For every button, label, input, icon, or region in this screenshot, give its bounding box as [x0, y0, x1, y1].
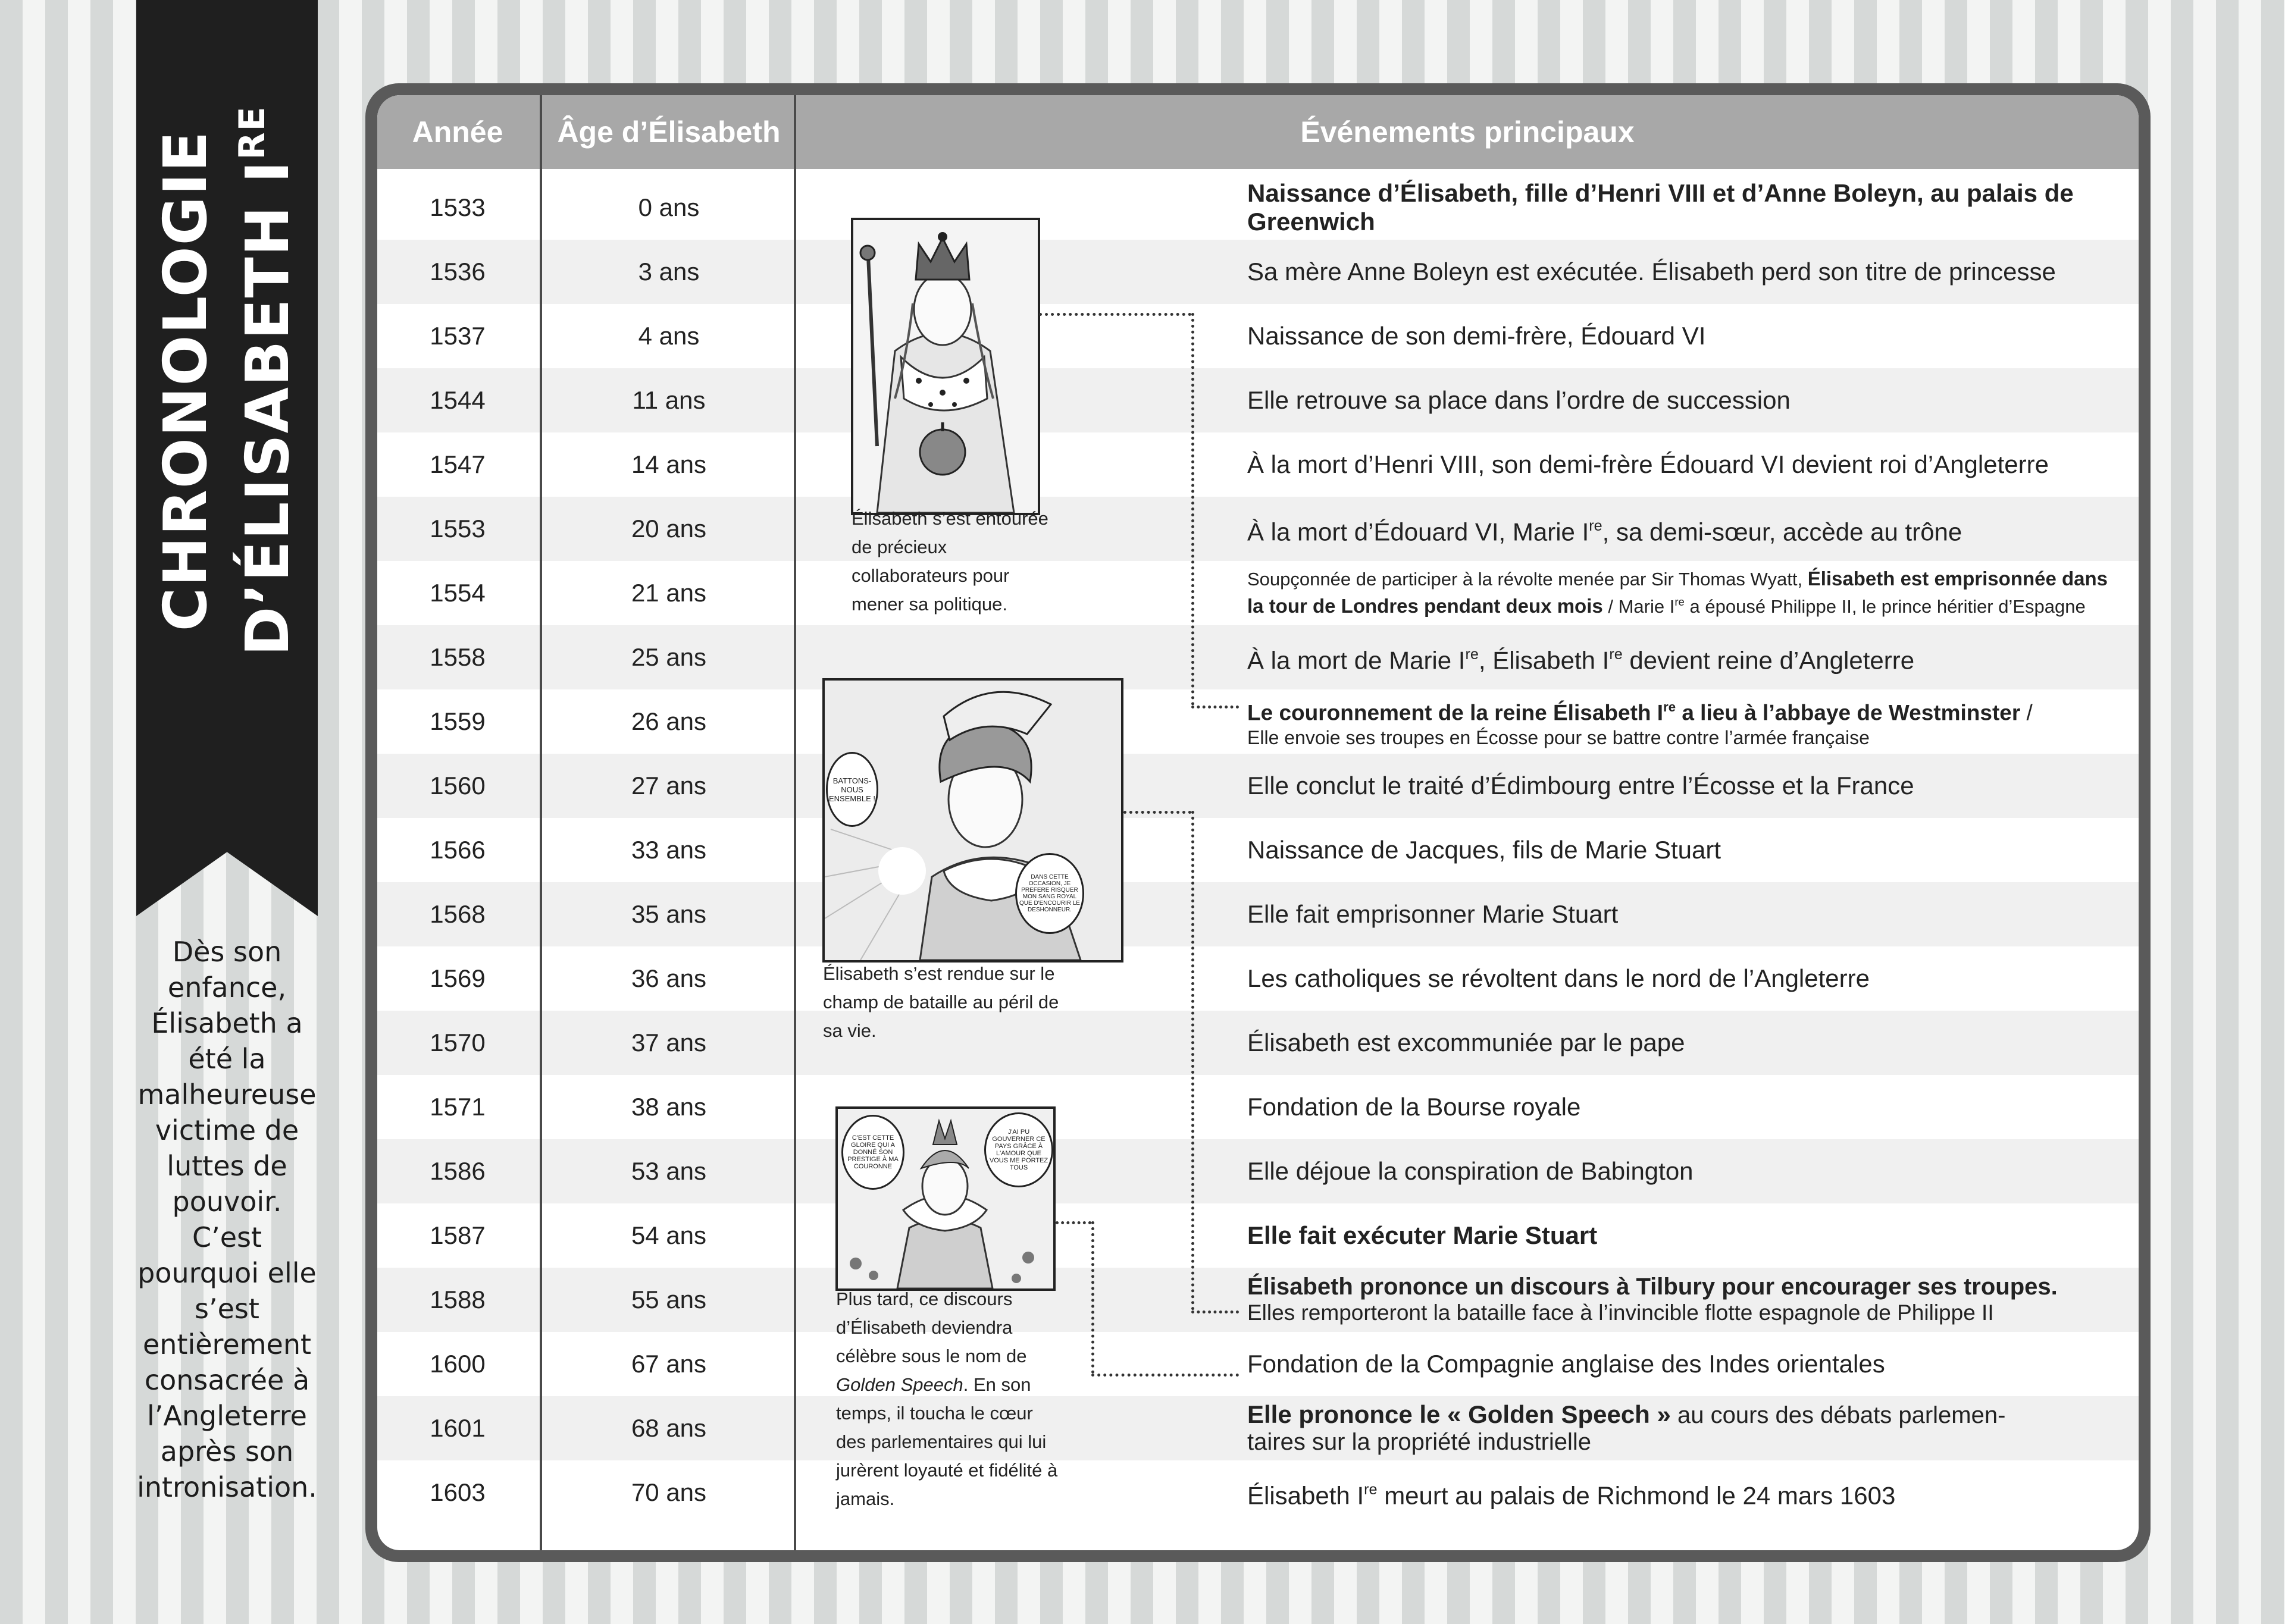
- event-1554-sup: re: [1674, 595, 1685, 609]
- row-year: 1533: [430, 193, 486, 221]
- row-age: 20 ans: [631, 515, 707, 543]
- row-year: 1566: [430, 836, 486, 864]
- row-year: 1601: [430, 1414, 486, 1442]
- event-1603-b: meurt au palais de Richmond le 24 mars 1603: [1377, 1481, 1896, 1510]
- event-1588-line2: Elles remporteront la bataille face à l’invincible flotte espagnole de Philippe II: [1247, 1300, 1994, 1325]
- event-1558-b: , Élisabeth I: [1478, 646, 1610, 675]
- caption-golden-a: Plus tard, ce discours d’Élisabeth deviendra célèbre sous le nom de: [836, 1288, 1027, 1366]
- row-year: 1559: [430, 707, 486, 735]
- banner-title-sup: RE: [231, 105, 273, 160]
- event-1547: À la mort d’Henri VIII, son demi-frère Édouard VI devient roi d’Angleterre: [1247, 450, 2049, 478]
- header-events: Événements principaux: [1300, 115, 1635, 149]
- row-year: 1537: [430, 322, 486, 350]
- event-1553-a: À la mort d’Édouard VI, Marie I: [1247, 518, 1589, 546]
- row-year: 1588: [430, 1286, 486, 1313]
- event-1603-a: Élisabeth I: [1247, 1481, 1364, 1510]
- caption-coronation: Élisabeth s’est entourée de précieux collaborateurs pour mener sa politique.: [852, 508, 1048, 615]
- row-age: 4 ans: [638, 322, 700, 350]
- event-1559-line2: Elle envoie ses troupes en Écosse pour se battre contre l’armée française: [1247, 726, 1870, 748]
- event-1587: Elle fait exécuter Marie Stuart: [1247, 1221, 1598, 1249]
- row-age: 55 ans: [631, 1286, 707, 1313]
- event-1603-text: [1247, 1475, 2115, 1510]
- event-1601-bold: Elle prononce le « Golden Speech »: [1247, 1400, 1671, 1428]
- event-1554-bold: Élisabeth est emprisonnée dans la tour de Londres pendant deux mois: [1247, 568, 2108, 617]
- chronology-table: [377, 95, 2139, 1550]
- row-age: 25 ans: [631, 643, 707, 671]
- event-1568: Elle fait emprisonner Marie Stuart: [1247, 900, 1619, 928]
- row-year: 1536: [430, 258, 486, 286]
- event-1537: Naissance de son demi-frère, Édouard VI: [1247, 322, 1706, 350]
- event-1554: [1247, 561, 2115, 625]
- row-year: 1571: [430, 1093, 486, 1121]
- queen-coronation-image: [853, 220, 1038, 513]
- caption-golden-b: . En son temps, il toucha le cœur des parlementaires qui lui jurèrent loyauté et fidélité à jamais.: [836, 1374, 1058, 1509]
- banner-title-line1: CHRONOLOGIE: [151, 130, 220, 632]
- row-year: 1560: [430, 772, 486, 800]
- event-1536: Sa mère Anne Boleyn est exécutée. Élisabeth perd son titre de princesse: [1247, 258, 2056, 286]
- event-1559-bold-b: a lieu à l’abbaye de Westminster: [1676, 700, 2021, 725]
- banner-title-line2-text: D’ÉLISABETH I: [233, 159, 302, 656]
- event-1603: [1247, 1460, 2115, 1525]
- row-age: 35 ans: [631, 900, 707, 928]
- event-1570: Élisabeth est excommuniée par le pape: [1247, 1029, 1685, 1056]
- row-year: 1558: [430, 643, 486, 671]
- event-1600: Fondation de la Compagnie anglaise des Indes orientales: [1247, 1350, 1885, 1378]
- speech-bubble-golden-1: C'EST CETTE GLOIRE QUI A DONNÉ SON PRESTIGE À MA COURONNE: [841, 1115, 904, 1190]
- intro-text: Dès son enfance, Élisabeth a été la malheureuse victime de luttes de pouvoir. C’est pourquoi elle s’est entièrement consacrée à l’Angleterre après son intronisation.: [137, 936, 317, 1503]
- row-age: 37 ans: [631, 1029, 707, 1056]
- event-1559-sup: re: [1663, 700, 1676, 715]
- row-age: 3 ans: [638, 258, 700, 286]
- event-1588: [1247, 1268, 2115, 1332]
- event-1559: [1247, 689, 2115, 754]
- row-year: 1544: [430, 386, 486, 414]
- row-year: 1570: [430, 1029, 486, 1056]
- connector-3-bottom: [1091, 1374, 1239, 1377]
- row-age: 53 ans: [631, 1157, 707, 1185]
- row-year: 1568: [430, 900, 486, 928]
- event-1553-b: , sa demi-sœur, accède au trône: [1602, 518, 1962, 546]
- event-1553: [1247, 497, 2115, 561]
- event-1588-bold: Élisabeth prononce un discours à Tilbury pour encourager ses troupes.: [1247, 1274, 2058, 1300]
- event-1554-text: [1247, 568, 2115, 618]
- event-1558: [1247, 625, 2115, 689]
- row-age: 21 ans: [631, 579, 707, 607]
- event-1586: Elle déjoue la conspiration de Babington: [1247, 1157, 1694, 1185]
- event-1553-text: [1247, 512, 2115, 546]
- connector-3-top: [1056, 1221, 1091, 1224]
- caption-golden-speech: [836, 1285, 1062, 1513]
- row-age: 38 ans: [631, 1093, 707, 1121]
- event-1569: Les catholiques se révoltent dans le nord de l’Angleterre: [1247, 964, 1870, 992]
- event-1559-line1: [1247, 694, 2115, 726]
- event-1533: Naissance d’Élisabeth, fille d’Henri VIII et d’Anne Boleyn, au palais de Greenwich: [1247, 179, 2074, 236]
- row-year: 1603: [430, 1478, 486, 1506]
- connector-2-top: [1123, 811, 1191, 814]
- event-1558-text: [1247, 640, 2115, 675]
- row-age: 27 ans: [631, 772, 707, 800]
- row-age: 14 ans: [631, 450, 707, 478]
- row-year: 1554: [430, 579, 486, 607]
- row-year: 1586: [430, 1157, 486, 1185]
- speech-bubble-battle-1: BATTONS-NOUS ENSEMBLE !: [826, 752, 878, 827]
- event-1558-sup2: re: [1609, 645, 1623, 663]
- event-1560: Elle conclut le traité d’Édimbourg entre l’Écosse et la France: [1247, 772, 1914, 800]
- row-age: 0 ans: [638, 193, 700, 221]
- event-1601-line2: taires sur la propriété industrielle: [1247, 1429, 1592, 1455]
- table-header: [377, 95, 2139, 169]
- header-age: Âge d’Élisabeth: [557, 115, 781, 149]
- event-1554-d: a épousé Philippe II, le prince héritier d’Espagne: [1684, 596, 2086, 617]
- row-age: 11 ans: [632, 386, 706, 414]
- row-year: 1587: [430, 1221, 486, 1249]
- row-age: 67 ans: [631, 1350, 707, 1378]
- event-1558-c: devient reine d’Angleterre: [1622, 646, 1915, 675]
- event-1554-a: Soupçonnée de participer à la révolte menée par Sir Thomas Wyatt,: [1247, 569, 1808, 590]
- event-1558-sup1: re: [1465, 645, 1479, 663]
- header-year: Année: [412, 115, 503, 149]
- event-1601-line1: [1247, 1402, 2115, 1429]
- divider-year-age: [540, 95, 542, 1550]
- event-1553-sup: re: [1589, 517, 1602, 534]
- illustration-golden-speech: [835, 1106, 1056, 1291]
- event-1544: Elle retrouve sa place dans l’ordre de succession: [1247, 386, 1791, 414]
- event-1559-c: /: [2020, 700, 2033, 725]
- connector-1-vertical: [1191, 313, 1194, 706]
- row-age: 54 ans: [631, 1221, 707, 1249]
- row-year: 1553: [430, 515, 486, 543]
- speech-bubble-battle-2: DANS CETTE OCCASION, JE PREFERE RISQUER MON SANG ROYAL QUE D'ENCOURIR LE DESHONNEUR.: [1015, 853, 1084, 934]
- event-1603-sup: re: [1364, 1481, 1378, 1498]
- connector-1-bottom: [1191, 706, 1239, 708]
- connector-3-vertical: [1091, 1221, 1094, 1374]
- event-1601-a: au cours des débats parlemen-: [1670, 1402, 2006, 1428]
- connector-1-top: [1039, 313, 1191, 316]
- row-year: 1547: [430, 450, 486, 478]
- event-1559-bold-a: Le couronnement de la reine Élisabeth I: [1247, 700, 1664, 725]
- row-age: 33 ans: [631, 836, 707, 864]
- illustration-battle: [822, 678, 1123, 963]
- event-1601: [1247, 1396, 2115, 1460]
- row-age: 70 ans: [631, 1478, 707, 1506]
- event-1571: Fondation de la Bourse royale: [1247, 1093, 1581, 1121]
- divider-age-events: [794, 95, 796, 1550]
- banner-title: [152, 24, 301, 738]
- caption-golden-italic: Golden Speech: [836, 1374, 963, 1395]
- event-1566: Naissance de Jacques, fils de Marie Stuart: [1247, 836, 1721, 864]
- event-1554-c: / Marie I: [1602, 596, 1675, 617]
- illustration-coronation: [851, 218, 1040, 515]
- connector-2-vertical: [1191, 811, 1194, 1311]
- connector-2-bottom: [1191, 1311, 1239, 1313]
- event-1558-a: À la mort de Marie I: [1247, 646, 1466, 675]
- speech-bubble-golden-2: J'AI PU GOUVERNER CE PAYS GRÂCE À L'AMOUR QUE VOUS ME PORTEZ TOUS: [984, 1112, 1053, 1187]
- row-age: 68 ans: [631, 1414, 707, 1442]
- banner-title-line2: [219, 24, 301, 738]
- chronology-panel: [365, 83, 2151, 1562]
- row-year: 1569: [430, 964, 486, 992]
- row-age: 26 ans: [631, 707, 707, 735]
- row-year: 1600: [430, 1350, 486, 1378]
- row-age: 36 ans: [631, 964, 707, 992]
- caption-battle: Élisabeth s’est rendue sur le champ de bataille au péril de sa vie.: [823, 963, 1059, 1041]
